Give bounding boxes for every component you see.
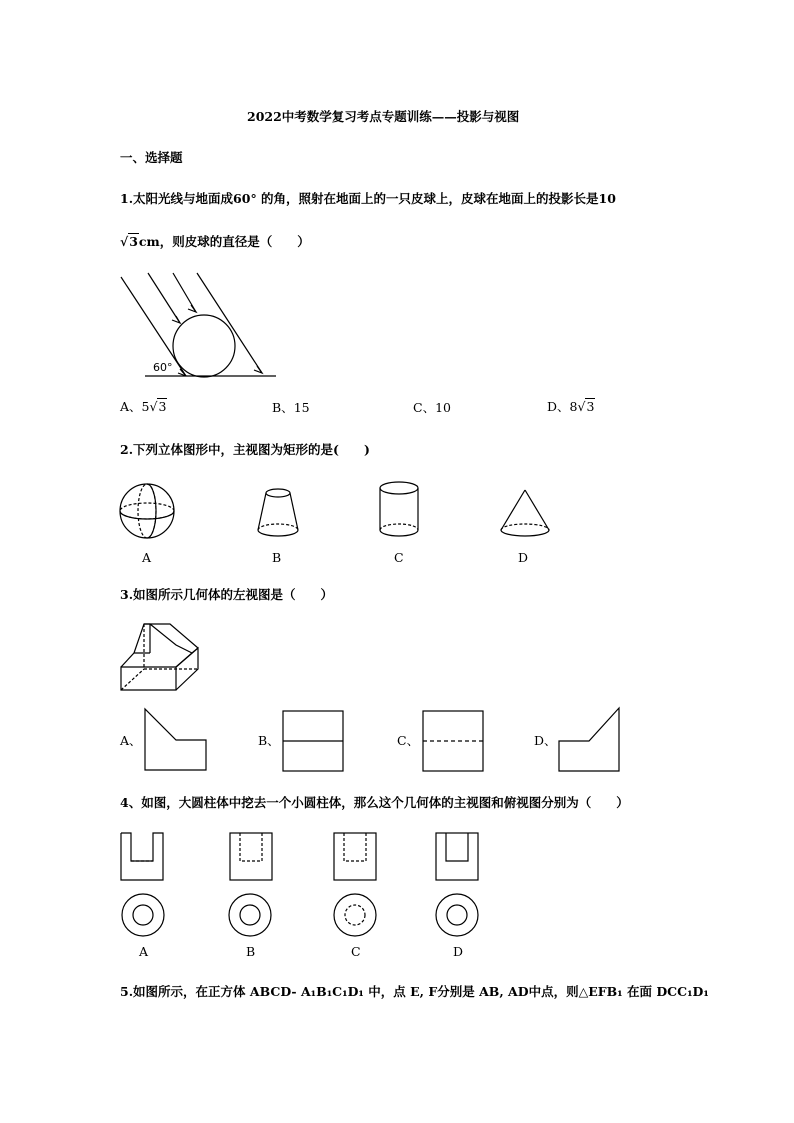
q3-label-a: A、: [120, 733, 142, 748]
q5-text: 5.如图所示，在正方体 ABCD- A₁B₁C₁D₁ 中，点 E, F分别是 AB, AD中点，则△EFB₁ 在面 DCC₁D₁: [120, 984, 709, 999]
q1-arrow-3: [188, 305, 196, 312]
page-title: 2022中考数学复习考点专题训练——投影与视图: [247, 109, 520, 124]
q1-option-d-rad: 3: [586, 399, 595, 414]
q3-option-d-shape: [559, 708, 619, 771]
q4-label-d: D: [453, 944, 464, 959]
q2-frustum: [258, 489, 298, 536]
q3-label-d: D、: [534, 733, 557, 748]
q1-option-c-letter: C、: [413, 400, 436, 415]
q1-option-a-coef: 5: [141, 399, 150, 414]
q2-figures: [120, 482, 549, 538]
q1-option-a-letter: A、: [120, 399, 142, 414]
q4-front-d: [436, 833, 478, 880]
q1-option-d: D、8√3: [547, 399, 595, 414]
q3-option-a-shape: [145, 709, 206, 770]
q2-sphere: [120, 484, 174, 538]
q1-figure: [121, 273, 276, 377]
q4-front-a: [121, 833, 163, 880]
q3-label-b: B、: [258, 733, 280, 748]
q1-angle-label: 60°: [153, 361, 173, 374]
q3-text: 3.如图所示几何体的左视图是（ ）: [120, 587, 334, 602]
q1-radicand: 3: [129, 234, 138, 249]
q4-top-views: [122, 894, 478, 936]
q1-option-a: A、5√3: [120, 399, 167, 414]
q1-ray-2: [148, 273, 180, 323]
q1-option-a-rad: 3: [158, 399, 167, 414]
q1-option-d-letter: D、: [547, 399, 570, 414]
q1-arrow-4: [254, 366, 262, 373]
q4-front-c: [334, 833, 376, 880]
q1-arrow-2: [172, 316, 180, 323]
q4-label-b: B: [246, 944, 256, 959]
q1-text-line2: √3cm，则皮球的直径是（ ）: [120, 234, 310, 249]
section-heading: 一、选择题: [120, 150, 183, 165]
q2-cylinder: [380, 482, 418, 536]
q1-text-line1: 1.太阳光线与地面成60° 的角，照射在地面上的一只皮球上，皮球在地面上的投影长是10: [120, 191, 616, 206]
q4-label-c: C: [351, 944, 361, 959]
q4-label-a: A: [139, 944, 149, 959]
q2-label-a: A: [142, 550, 152, 565]
q2-label-b: B: [272, 550, 282, 565]
q2-label-c: C: [394, 550, 404, 565]
q1-option-b: [272, 402, 310, 415]
q1-option-c-text: 10: [435, 400, 451, 415]
q1-option-d-coef: 8: [569, 399, 578, 414]
q1-ball: [173, 315, 235, 377]
q1-option-c: [413, 402, 451, 415]
q3-label-c: C、: [397, 733, 420, 748]
q2-text: 2.下列立体图形中，主视图为矩形的是( ): [120, 442, 370, 457]
q1-line2-rest: cm，则皮球的直径是（ ）: [138, 234, 310, 249]
q1-option-b-text: 15: [293, 400, 310, 415]
q4-front-views: [121, 833, 478, 880]
q4-front-b: [230, 833, 272, 880]
q2-cone: [501, 490, 549, 536]
q4-text: 4、如图，大圆柱体中挖去一个小圆柱体，那么这个几何体的主视图和俯视图分别为（ ）: [120, 795, 629, 810]
q1-option-b-letter: B、: [272, 400, 294, 415]
q2-label-d: D: [518, 550, 529, 565]
q1-ray-4: [197, 273, 262, 373]
q3-solid: [121, 624, 198, 690]
